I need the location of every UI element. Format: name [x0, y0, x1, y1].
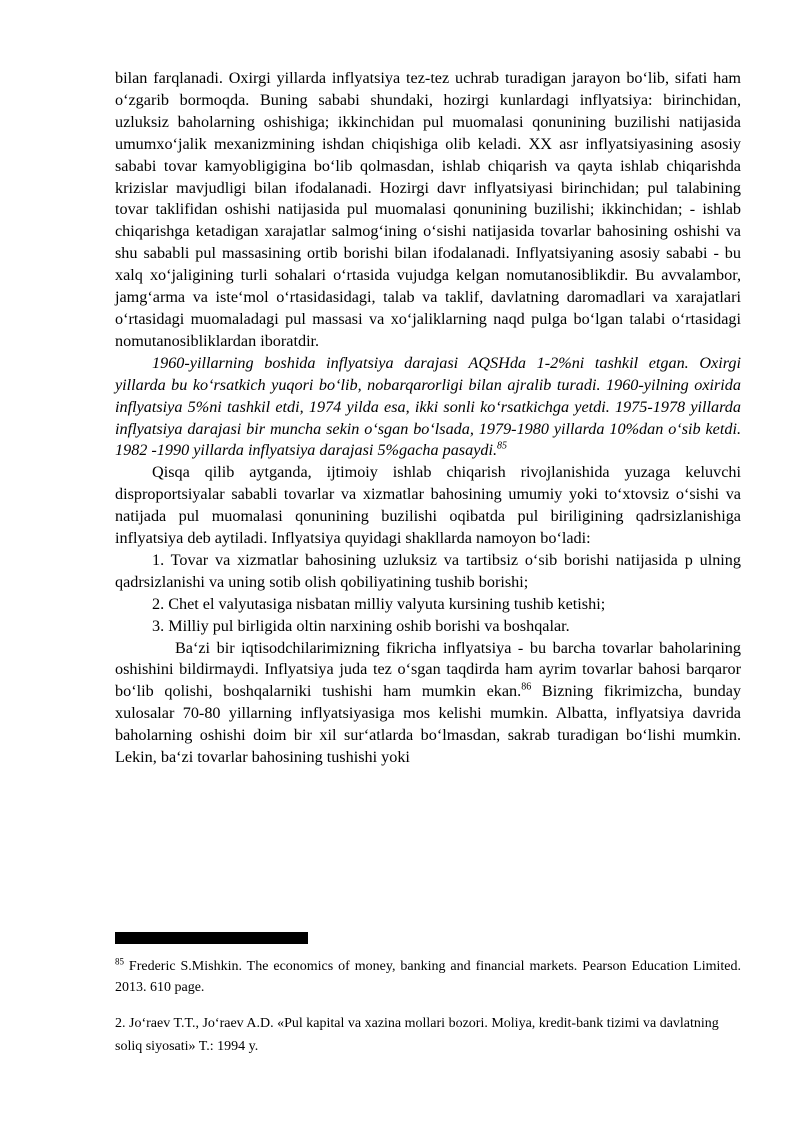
paragraph-2	[115, 353, 741, 463]
footnote-separator	[115, 932, 308, 944]
footnote-85-number: 85	[115, 956, 124, 967]
paragraph-4-text: Ba‘zi bir iqtisodchilarimizning fikricha inflyatsiya - bu barcha tovarlar baholarining oshishini bildirmaydi. Inflyatsiya juda tez o‘sgan taqdirda ham ayrim tovarlar bahosi barqaror bo‘lib qolishi, boshqalarniki tushishi ham mumkin ekan.	[115, 638, 741, 701]
footnote-2: 2. Jo‘raev T.T., Jo‘raev A.D. «Pul kapital va xazina mollari bozori. Moliya, kredit-bank tizimi va davlatning soliq siyosati» T.: 1994 y.	[115, 1016, 719, 1054]
page-body	[115, 68, 741, 769]
list-item-3: 3. Milliy pul birligida oltin narxining oshib borishi va boshqalar.	[152, 616, 570, 635]
list-item-2: 2. Chet el valyutasiga nisbatan milliy valyuta kursining tushib ketishi;	[152, 594, 606, 613]
paragraph-3: Qisqa qilib aytganda, ijtimoiy ishlab chiqarish rivojlanishida yuzaga keluvchi disproportsiyalar sababli tovarlar va xizmatlar bahosining umumiy yoki to‘xtovsiz o‘sishi va natijada pul muomalasi qonunining buzilishi oqibatda pul biriligining qadrsizlanishiga inflyatsiya deb aytiladi. Inflyatsiya quyidagi shakllarda namoyon bo‘ladi:	[115, 463, 741, 548]
list-item-1: 1. Tovar va xizmatlar bahosining uzluksiz va tartibsiz o‘sib borishi natijasida p ulning qadrsizlanishi va uning sotib olish qobiliyatining tushib borishi;	[115, 550, 741, 591]
footnote-ref-86[interactable]: 86	[521, 681, 532, 693]
paragraph-4	[115, 638, 741, 769]
footnote-ref-85[interactable]: 85	[497, 441, 508, 453]
paragraph-1: bilan farqlanadi. Oxirgi yillarda inflyatsiya tez-tez uchrab turadigan jarayon bo‘lib, sifati ham o‘zgarib bormoqda. Buning sababi shundaki, hozirgi kunlardagi inflyatsiya: birinchidan, uzluksiz baholarning oshishiga; ikkinchidan pul muomalasi qonunining buzilishi natijasida umumxo‘jalik mexanizmining ishdan chiqishiga olib keladi. XX asr inflyatsiyasining asosiy sababi tovar kamyobligigina bo‘lib qolmasdan, ishlab chiqarish va qayta ishlab chiqarishda krizislar mavjudligi bilan ifodalanadi. Hozirgi davr inflyatsiyasi birinchidan; pul talabining tovar taklifidan oshishi natijasida pul muomalasi qonunining buzilishi; ikkinchidan; - ishlab chiqarishga ketadigan xarajatlar salmog‘ining o‘sishi natijasida tovarlar bahosining oshishi va shu sababli pul massasining ortib borishi bilan ifodalanadi. Inflyatsiyaning asosiy sababi - bu xalq xo‘jaligining turli sohalari o‘rtasida vujudga kelgan nomutanosiblikdir. Bu avvalambor, jamg‘arma va iste‘mol o‘rtasidasidagi, talab va taklif, davlatning daromadlari va xarajatlari o‘rtasidagi muomaladagi pul massasi va xo‘jaliklarning naqd pulga bo‘lgan talabi o‘rtasidagi nomutanosibliklardan iboratdir.	[115, 69, 741, 350]
footnote-85	[115, 956, 741, 998]
footnote-85-text: Frederic S.Mishkin. The economics of money, banking and financial markets. Pearson Education Limited. 2013. 610 page.	[115, 959, 741, 995]
paragraph-4-tail: Bizning fikrimizcha, bunday xulosalar 70-80 yillarning inflyatsiyasiga mos kelishi mumkin. Albatta, inflyatsiya davrida baholarning oshishi doim bir xil sur‘atlarda bo‘lmasdan, sakrab turadigan bo‘lishi mumkin. Lekin, ba‘zi tovarlar bahosining tushishi yoki	[115, 682, 741, 767]
paragraph-2-text: 1960-yillarning boshida inflyatsiya darajasi AQSHda 1-2%ni tashkil etgan. Oxirgi yillarda bu ko‘rsatkich yuqori bo‘lib, nobarqarorligi bilan ajralib turadi. 1960-yilning oxirida inflyatsiya 5%ni tashkil etdi, 1974 yilda esa, ikki sonli ko‘rsatkichga yetdi. 1975-1978 yillarda inflyatsiya darajasi bir muncha sekin o‘sgan bo‘lsada, 1979-1980 yillarda 10%dan o‘sib ketdi. 1982 -1990 yillarda inflyatsiya darajasi 5%gacha pasaydi.	[115, 353, 741, 460]
